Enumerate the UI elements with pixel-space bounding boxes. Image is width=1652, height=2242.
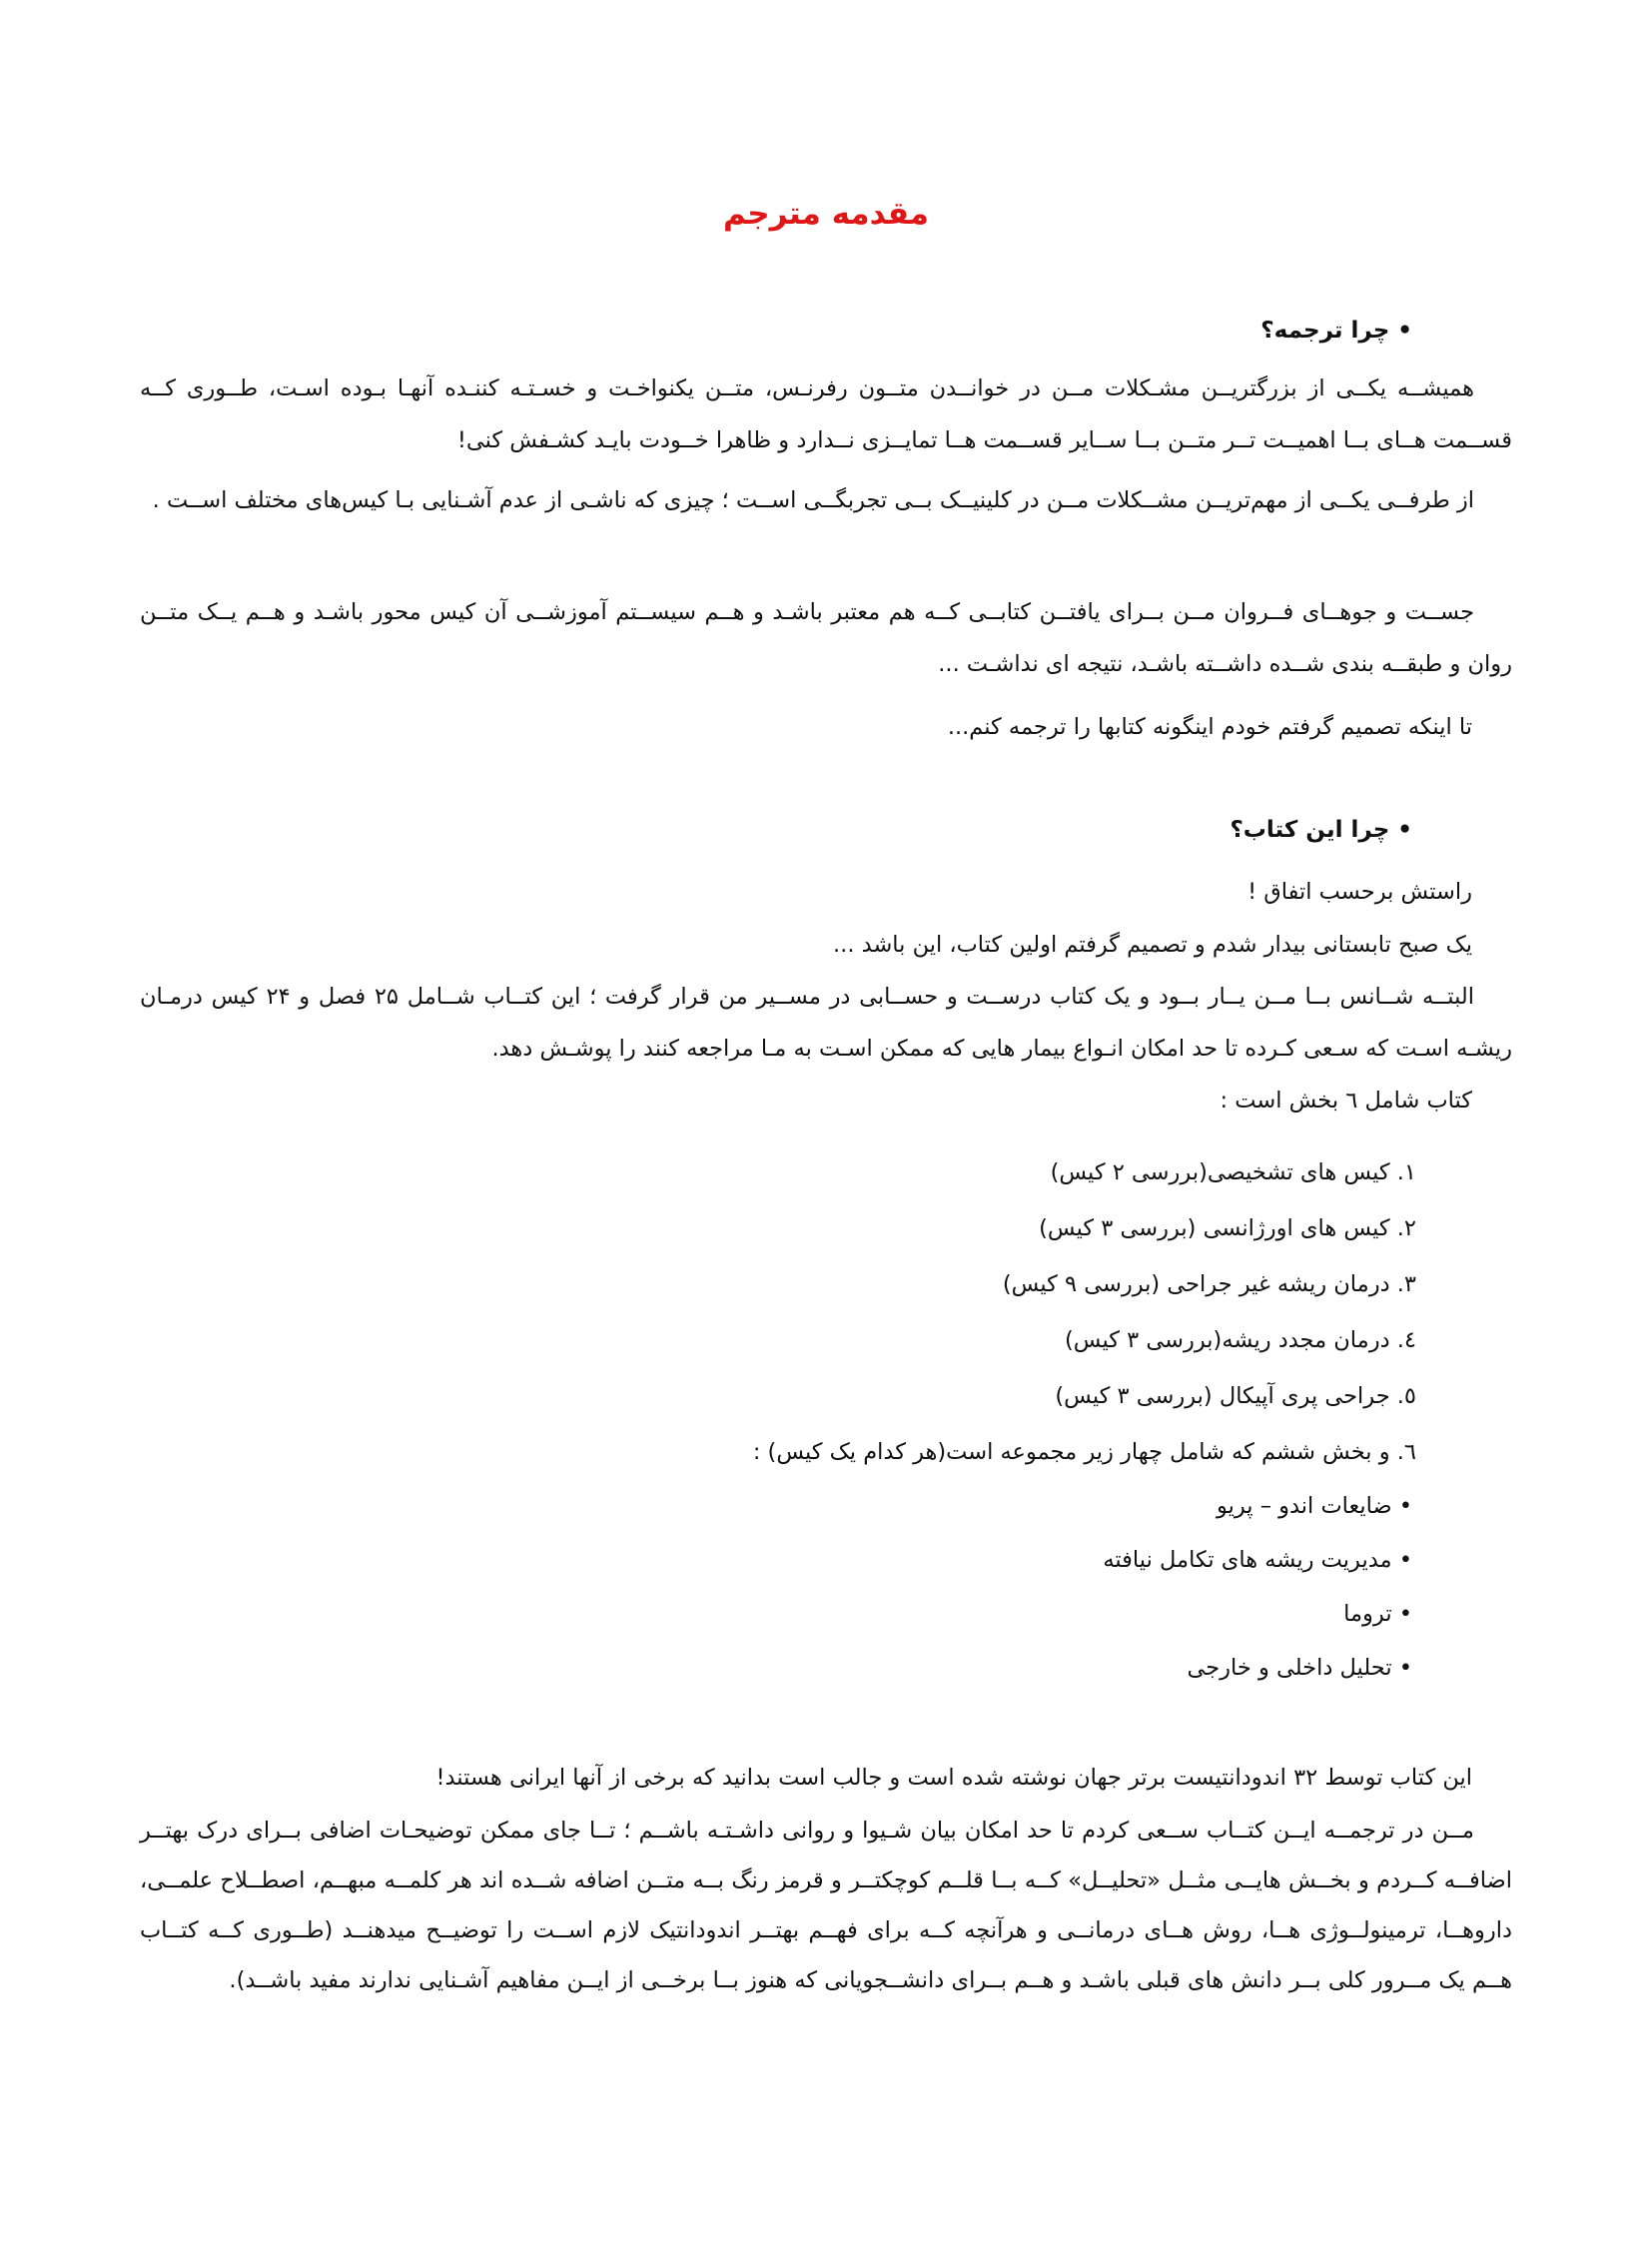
paragraph: جســت و جوهــای فــروان مــن بــرای یافتــن کتابــی کــه هم معتبر باشـد و هــم سیســتم آموزشــی آن کیس محور باشـد و هــم یــک متــن روان و طبقــه بندی شــده داشــته باشـد، نتیجه ای نداشـت ... <box>140 599 1512 677</box>
list-item: ٤. درمان مجدد ریشه(بررسی ۳ کیس) <box>1065 1327 1416 1353</box>
bullet-item: • ضایعات اندو – پریو <box>1217 1493 1412 1519</box>
section-heading-why-translate: • چرا ترجمه؟ <box>1260 318 1412 344</box>
text-line: راستش برحسب اتفاق ! <box>1247 879 1472 905</box>
paragraph: همیشــه یکــی از بزرگتریــن مشـکلات مــن در خوانــدن متــون رفرنـس، متــن یکنواخـت و خسـتـه کننـده آنهـا بـوده اسـت، طــوری کــه قســمت هــای بــا اهمیــت تــر متــن بــا ســایر قســمت هــا تمایــزی نــدارد و ظاهرا خــودت بایـد کشـفش کنی! <box>140 375 1512 453</box>
bullet-item: • تحلیل داخلی و خارجی <box>1187 1655 1412 1681</box>
section-heading-why-this-book: • چرا این کتاب؟ <box>1230 817 1412 843</box>
paragraph: البتــه شــانس بــا مــن یــار بــود و یک کتاب درســت و حســابی در مســیر من قرار گرفت ؛ این کتــاب شــامل ۲۵ فصل و ۲۴ کیس درمـان ریشـه اسـت که سـعی کـرده تا حد امکان انـواع بیمار هایی که ممکن اسـت به مـا مراجعه کنند را پوشـش دهد. <box>140 984 1512 1062</box>
paragraph: تا اینکه تصمیم گرفتم خودم اینگونه کتابها را ترجمه کنم... <box>947 714 1472 740</box>
text-line: یک صبح تابستانی بیدار شدم و تصمیم گرفتم اولین کتاب، این باشد ... <box>833 932 1472 958</box>
paragraph: از طرفــی یکــی از مهم‌تریــن مشــکلات مــن در کلینیــک بــی تجربگــی اســت ؛ چیزی که ناشـی از عدم آشـنایی بـا کیس‌های مختلف اســت . <box>152 487 1474 513</box>
list-item: ٦. و بخش ششم که شامل چهار زیر مجموعه است(هر کدام یک کیس) : <box>752 1439 1416 1465</box>
text-line: این کتاب توسط ۳۲ اندودانتیست برتر جهان نوشته شده است و جالب است بدانید که برخی از آنها ایرانی هستند! <box>435 1765 1472 1791</box>
paragraph: مــن در ترجمــه ایــن کتــاب ســعی کردم تا حد امکان بیان شـیوا و روانی داشـتـه باشــم ؛ تــا جای ممکن توضیحـات اضافی بــرای درک بهتــر اضافــه کــردم و بخــش هایــی مثــل «تحلیــل» کــه بــا قلــم کوچکتــر و قرمز رنگ بــه متــن اضافه شــده اند هر کلمــه مبهــم، اصطــلاح علمــی، داروهــا، ترمینولــوژی هــا، روش هــای درمانــی و هرآنچه کــه برای فهــم بهتــر اندودانتیک لازم اســت را توضیــح میدهنــد (طــوری کــه کتــاب هــم یک مــرور کلی بــر دانش های قبلی باشـد و هــم بــرای دانشــجویانی که هنوز بــا برخــی از ایــن مفاهیم آشـنایی ندارند مفید باشــد). <box>140 1818 1512 1993</box>
list-item: ۳. درمان ریشه غیر جراحی (بررسی ۹ کیس) <box>1002 1271 1416 1297</box>
bullet-item: • مدیریت ریشه های تکامل نیافته <box>1103 1547 1412 1573</box>
list-item: ۱. کیس های تشخیصی(بررسی ۲ کیس) <box>1050 1159 1416 1185</box>
page-title: مقدمه مترجم <box>723 196 929 232</box>
list-item: ۲. کیس های اورژانسی (بررسی ۳ کیس) <box>1039 1215 1416 1241</box>
text-line: کتاب شامل ٦ بخش است : <box>1220 1088 1472 1114</box>
list-item: ٥. جراحی پری آپیکال (بررسی ۳ کیس) <box>1055 1383 1416 1409</box>
bullet-item: • تروما <box>1343 1601 1412 1627</box>
